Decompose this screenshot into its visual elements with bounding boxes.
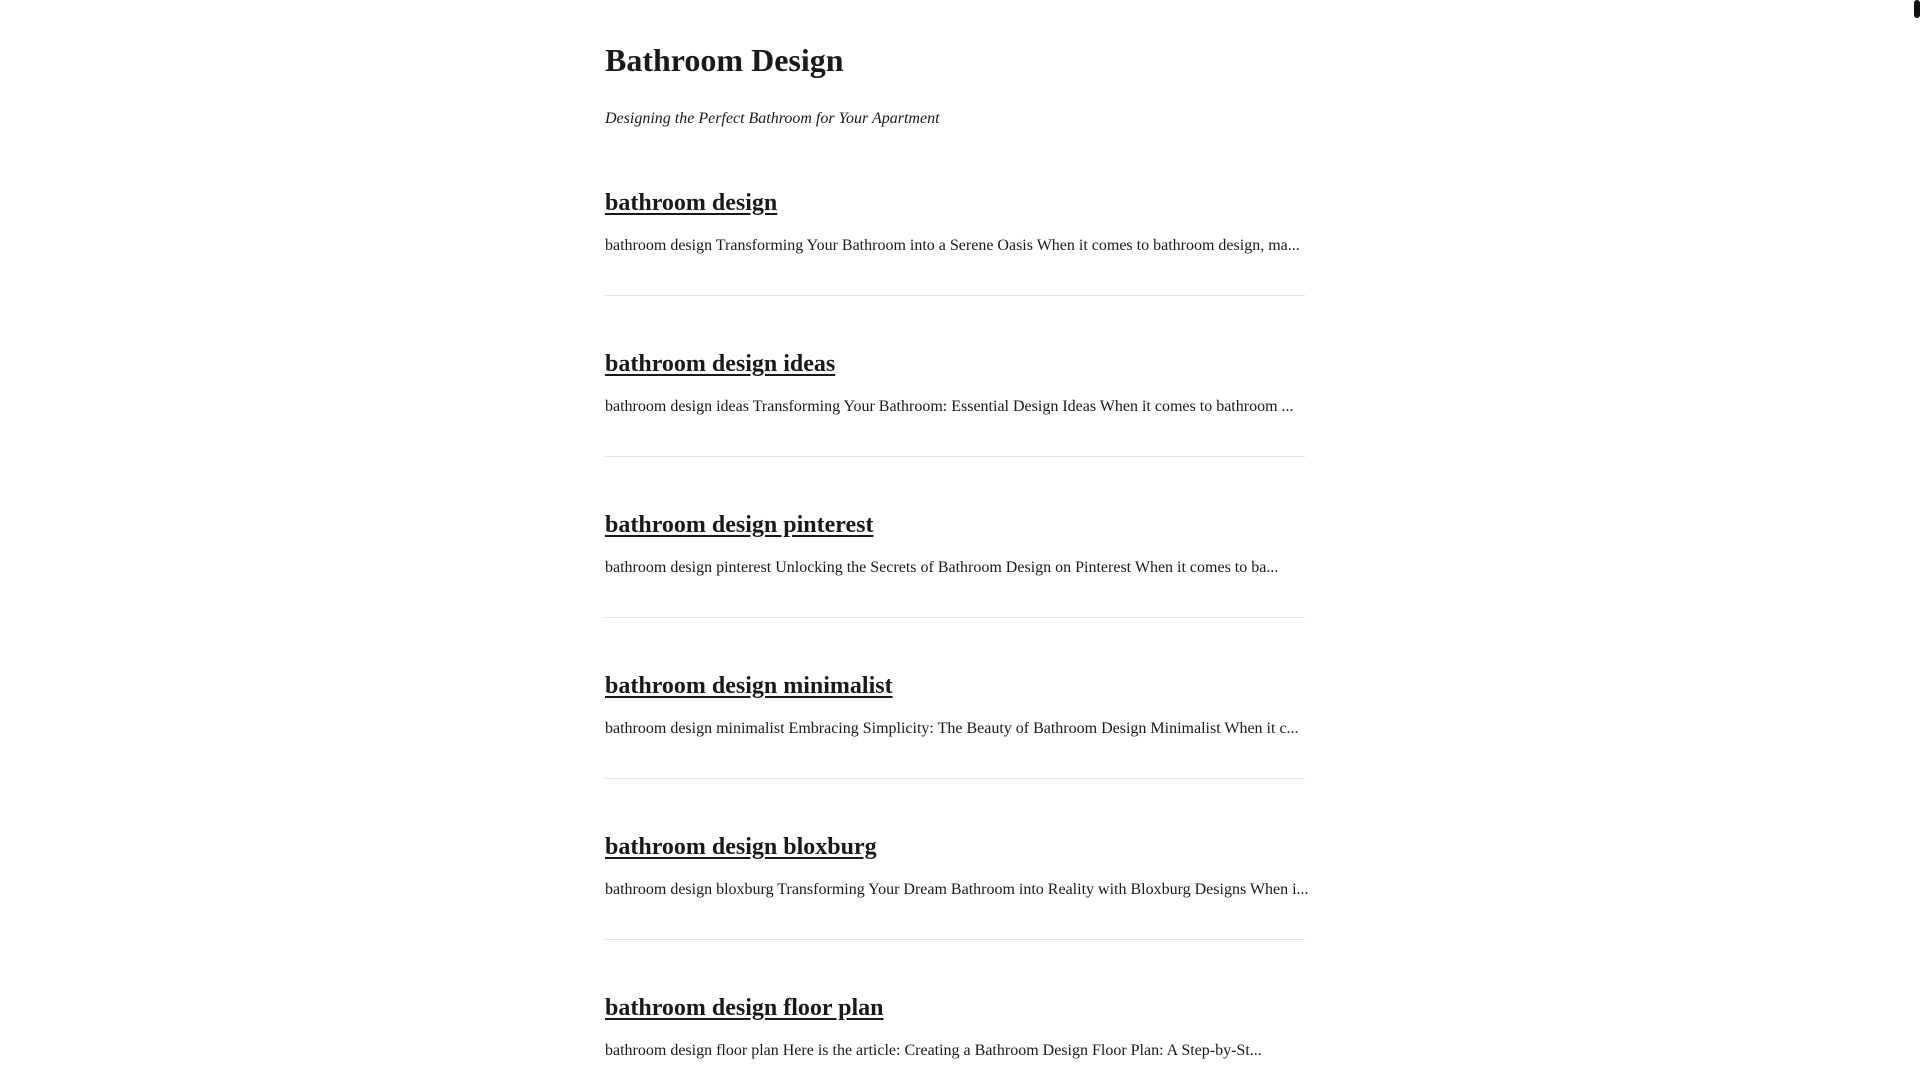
post-excerpt: bathroom design floor plan Here is the article: Creating a Bathroom Design Floor Plan: A Step-by-St... bbox=[605, 1042, 1262, 1059]
post-title-link[interactable]: bathroom design floor plan bbox=[605, 995, 884, 1021]
post-item bbox=[605, 349, 1305, 510]
post-title-link[interactable]: bathroom design minimalist bbox=[605, 673, 893, 699]
site-tagline: Designing the Perfect Bathroom for Your Apartment bbox=[605, 110, 940, 127]
post-divider bbox=[605, 617, 1305, 618]
post-excerpt: bathroom design minimalist Embracing Simplicity: The Beauty of Bathroom Design Minimalist When it c... bbox=[605, 720, 1299, 737]
post-divider bbox=[605, 456, 1305, 457]
post-title-link[interactable]: bathroom design pinterest bbox=[605, 512, 874, 538]
post-divider bbox=[605, 295, 1305, 296]
post-excerpt: bathroom design pinterest Unlocking the Secrets of Bathroom Design on Pinterest When it comes to ba... bbox=[605, 559, 1279, 576]
post-title-link[interactable]: bathroom design ideas bbox=[605, 351, 836, 377]
post-excerpt: bathroom design ideas Transforming Your Bathroom: Essential Design Ideas When it comes to bathroom ... bbox=[605, 398, 1294, 415]
post-divider bbox=[605, 939, 1305, 940]
post-title-link[interactable]: bathroom design bloxburg bbox=[605, 834, 877, 860]
scrollbar-thumb[interactable] bbox=[1914, 0, 1920, 18]
post-item bbox=[605, 671, 1305, 832]
post-excerpt: bathroom design Transforming Your Bathroom into a Serene Oasis When it comes to bathroom design, ma... bbox=[605, 237, 1300, 254]
post-item bbox=[605, 993, 1305, 1080]
post-item bbox=[605, 510, 1305, 671]
post-item bbox=[605, 188, 1305, 349]
post-excerpt: bathroom design bloxburg Transforming Your Dream Bathroom into Reality with Bloxburg Designs When i... bbox=[605, 881, 1309, 898]
site-title[interactable]: Bathroom Design bbox=[605, 42, 844, 78]
post-divider bbox=[605, 778, 1305, 779]
post-item bbox=[605, 832, 1309, 993]
post-title-link[interactable]: bathroom design bbox=[605, 190, 778, 216]
